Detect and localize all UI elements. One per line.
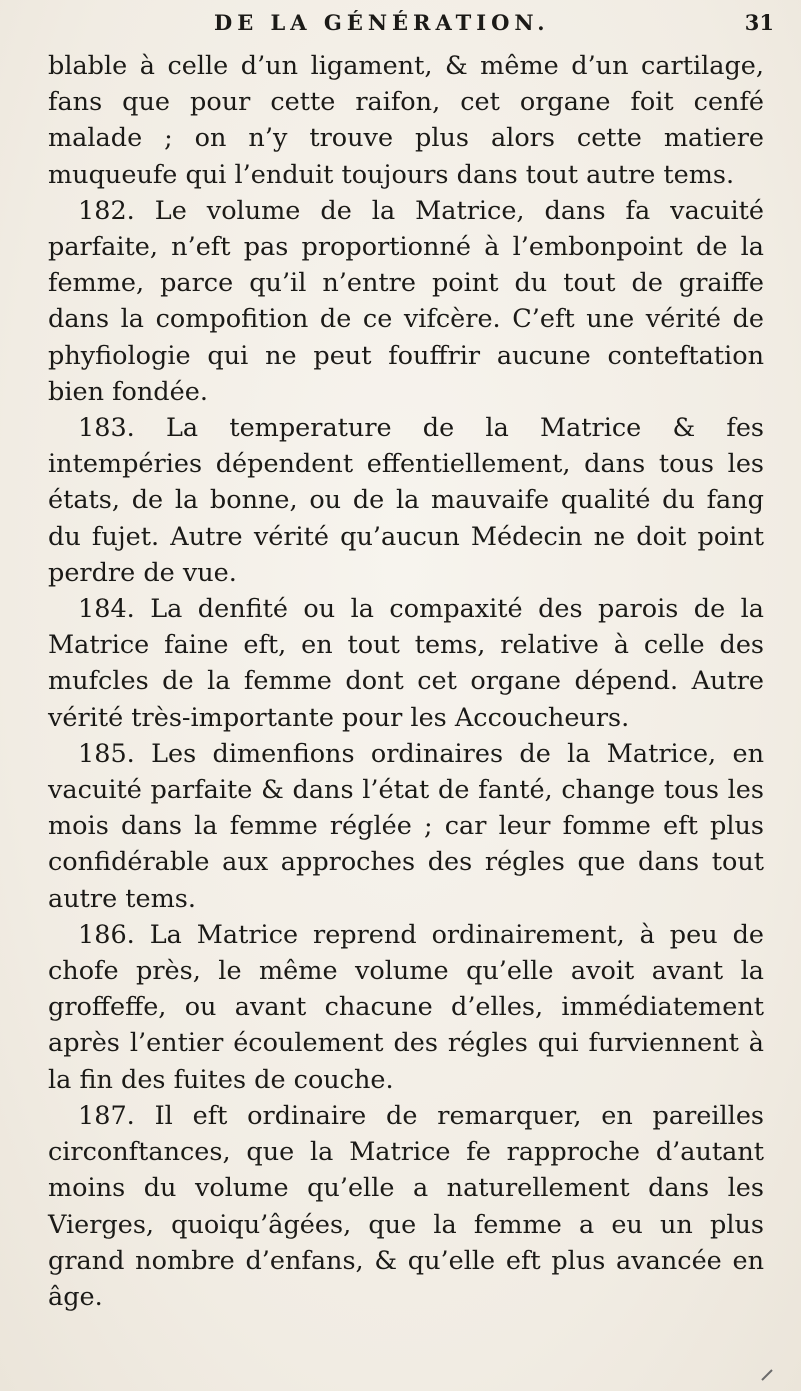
paragraph-185: 185. Les dimenfions ordinaires de la Matrice, en vacuité parfaite & dans l’état de fanté, change tous les mois dans la femme réglée ; car leur fomme eft plus confidérable aux approches des régles que dans tout autre tems. xyxy=(48,738,764,914)
scan-speck-icon xyxy=(760,1368,774,1382)
paragraph-187: 187. Il eft ordinaire de remarquer, en pareilles circonftances, que la Matrice fe rapproche d’autant moins du volume qu’elle a naturellement dans les Vierges, quoiqu’âgées, que la femme a eu un plus grand nombre d’enfans, & qu’elle eft plus avancée en âge. xyxy=(48,1100,764,1312)
paragraph-continuation: blable à celle d’un ligament, & même d’un cartilage, fans que pour cette raifon, cet organe foit cenfé malade ; on n’y trouve plus alors cette matiere muqueufe qui l’enduit toujours dans tout autre tems. xyxy=(48,51,764,190)
paragraph-186: 186. La Matrice reprend ordinairement, à peu de chofe près, le même volume qu’elle avoit avant la groffeffe, ou avant chacune d’elles, immédiatement après l’entier écoulement des régles qui furviennent à la fin des fuites de couche. xyxy=(48,919,764,1095)
running-header xyxy=(214,10,774,40)
page-number: 31 xyxy=(744,10,774,35)
page-body xyxy=(48,48,764,1315)
running-title: DE LA GÉNÉRATION. xyxy=(214,10,550,35)
paragraph-182: 182. Le volume de la Matrice, dans fa vacuité parfaite, n’eft pas proportionné à l’embonpoint de la femme, parce qu’il n’entre point du tout de graiffe dans la compofition de ce vifcère. C’eft une vérité de phyfiologie qui ne peut fouffrir aucune conteftation bien fondée. xyxy=(48,195,764,407)
paragraph-183: 183. La temperature de la Matrice & fes intempéries dépendent effentiellement, dans tous les états, de la bonne, ou de la mauvaife qualité du fang du fujet. Autre vérité qu’aucun Médecin ne doit point perdre de vue. xyxy=(48,413,764,588)
paragraph-184: 184. La denfité ou la compaxité des parois de la Matrice faine eft, en tout tems, relative à celle des mufcles de la femme dont cet organe dépend. Autre vérité très-importante pour les Accoucheurs. xyxy=(48,594,764,733)
